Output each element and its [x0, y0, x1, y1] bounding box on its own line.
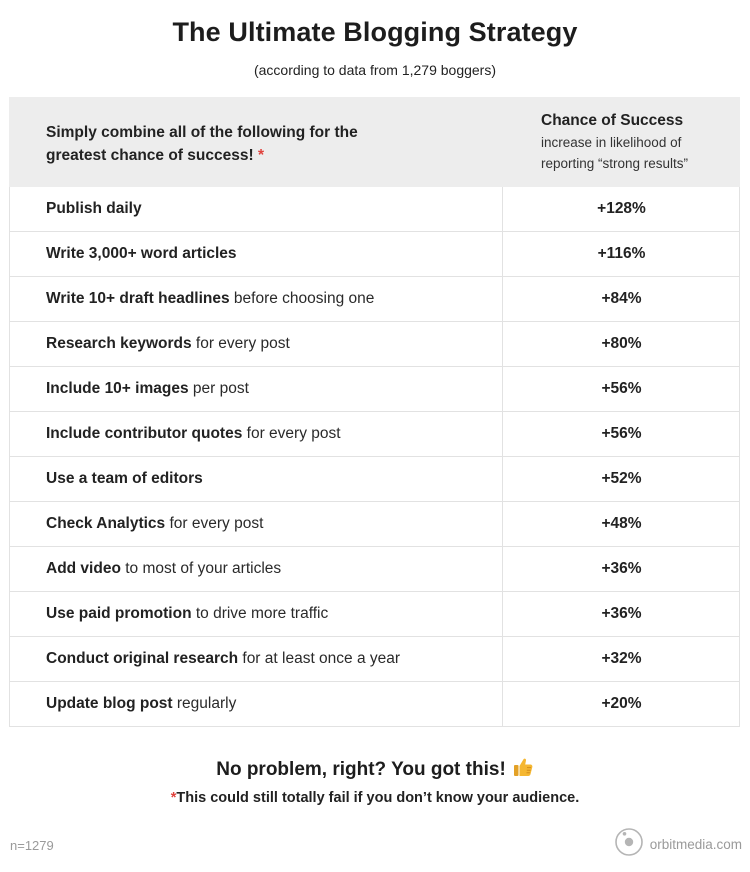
- row-label: [46, 322, 290, 366]
- row-label-bold: Update blog post: [46, 695, 173, 712]
- row-label: [46, 277, 374, 321]
- row-value: +20%: [601, 695, 642, 712]
- thumbs-up-icon: [512, 756, 534, 784]
- row-label-rest: for every post: [165, 515, 264, 532]
- table-row: [9, 367, 740, 412]
- table-header: [9, 97, 740, 187]
- row-label: [46, 187, 142, 231]
- row-value: +32%: [601, 650, 642, 667]
- row-label-rest: for at least once a year: [238, 650, 401, 667]
- row-label: [46, 367, 249, 411]
- header-right-sub-line1: increase in likelihood of: [541, 135, 682, 150]
- row-value: +52%: [601, 470, 642, 487]
- row-label-rest: per post: [188, 380, 249, 397]
- row-label: [46, 592, 328, 636]
- closing-text: No problem, right? You got this!: [216, 759, 506, 780]
- table-row: [9, 322, 740, 367]
- row-label-rest: regularly: [172, 695, 237, 712]
- page-subtitle: (according to data from 1,279 boggers): [253, 62, 497, 78]
- table-row: [9, 637, 740, 682]
- row-label-bold: Publish daily: [46, 200, 142, 217]
- brand: [614, 829, 742, 859]
- row-value: +56%: [601, 425, 642, 442]
- footnote: [0, 790, 750, 806]
- header-right-title: Chance of Success: [541, 112, 684, 129]
- table-row: [9, 457, 740, 502]
- row-label: [46, 682, 236, 726]
- row-label-rest: to most of your articles: [120, 560, 282, 577]
- row-value: +48%: [601, 515, 642, 532]
- row-value: +56%: [601, 380, 642, 397]
- table-row: [9, 547, 740, 592]
- row-label-bold: Use paid promotion: [46, 605, 192, 622]
- row-value: +116%: [597, 245, 646, 262]
- closing-line: [0, 756, 750, 784]
- header-left-line2-wrap: [46, 144, 376, 167]
- footnote-text: This could still totally fail if you don’t know your audience.: [176, 790, 580, 806]
- table-row: [9, 502, 740, 547]
- row-label-rest: for every post: [242, 425, 341, 442]
- orbit-logo-icon: [614, 827, 644, 862]
- row-label: [46, 502, 263, 546]
- row-label: [46, 547, 281, 591]
- row-value: +36%: [601, 560, 642, 577]
- header-left-label: [46, 121, 376, 167]
- table-row: [9, 277, 740, 322]
- header-asterisk: *: [257, 147, 264, 164]
- row-label-bold: Check Analytics: [46, 515, 166, 532]
- table-row: [9, 682, 740, 727]
- row-value: +128%: [597, 200, 646, 217]
- row-label: [46, 457, 203, 501]
- row-label-rest: for every post: [191, 335, 290, 352]
- header-left-line2: greatest chance of success!: [46, 147, 254, 164]
- footnote-asterisk: *: [170, 790, 177, 806]
- table-row: [9, 412, 740, 457]
- header-left-line1: Simply combine all of the following for the: [46, 124, 358, 141]
- header-right: [541, 110, 736, 174]
- row-label-bold: Use a team of editors: [46, 470, 203, 487]
- row-label-rest: to drive more traffic: [191, 605, 329, 622]
- table-row: [9, 232, 740, 277]
- brand-text: orbitmedia.com: [649, 836, 742, 852]
- table-row: [9, 187, 740, 232]
- header-right-sub-line2: reporting “strong results”: [541, 156, 689, 171]
- table-row: [9, 592, 740, 637]
- row-label-rest: before choosing one: [229, 290, 375, 307]
- row-label-bold: Add video: [46, 560, 121, 577]
- row-label: [46, 412, 341, 456]
- row-label-bold: Research keywords: [46, 335, 192, 352]
- row-value: +80%: [601, 335, 642, 352]
- page-title: The Ultimate Blogging Strategy: [172, 17, 578, 47]
- row-label-bold: Conduct original research: [46, 650, 239, 667]
- row-value: +84%: [601, 290, 642, 307]
- row-label-bold: Include 10+ images: [46, 380, 189, 397]
- row-value: +36%: [601, 605, 642, 622]
- row-label-bold: Include contributor quotes: [46, 425, 243, 442]
- row-label: [46, 637, 400, 681]
- row-label: [46, 232, 237, 276]
- row-label-bold: Write 3,000+ word articles: [46, 245, 237, 262]
- row-label-bold: Write 10+ draft headlines: [46, 290, 230, 307]
- sample-size: n=1279: [10, 838, 54, 853]
